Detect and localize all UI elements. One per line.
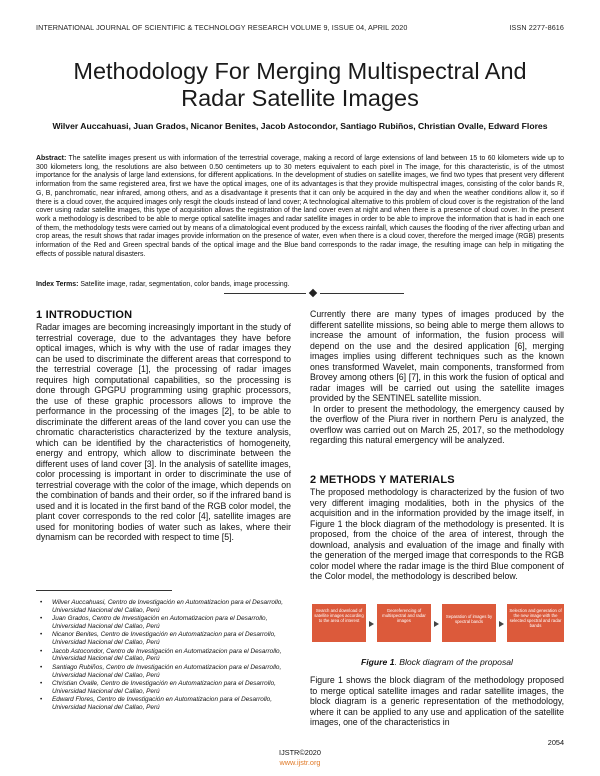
arrow-right-icon: [499, 621, 504, 627]
methods-section: [310, 474, 564, 582]
figure-caption-label: Figure 1: [361, 657, 395, 667]
intro-heading: 1 INTRODUCTION: [36, 309, 133, 321]
figure-caption: [310, 657, 564, 667]
diagram-box-georeferencing: Georeferencing of multispectral and radar images: [377, 604, 431, 642]
methods-heading: 2 METHODS Y MATERIALS: [310, 474, 455, 486]
right-paragraph-1: Currently there are many types of images produced by the different satellite missions, so being able to merge them allows to increase the amount of information, the fusion process will depend on the use and the desired application [6], merging images implies using different techniques such as the known ones transformed Wavelet, main components, transformed from Brovey among others [6] [7], in this work the fusion of optical and radar images will be carried out using the satellite images provided by the SENTINEL satellite mission.: [310, 309, 564, 403]
figure-caption-text: . Block diagram of the proposal: [394, 657, 513, 667]
footnote-item: • Wilver Auccahuasi, Centro de Investigación en Automatizacion para el Desarrollo, Universidad Nacional del Callao, Perú: [52, 599, 292, 615]
after-figure-text: Figure 1 shows the block diagram of the methodology proposed to merge optical satellite images and radar satellite images, the block diagram is a generic representation of the methodology, where it can be applied to any use and application of the satellite images, one of the characteristics in: [310, 675, 564, 727]
intro-text: Radar images are becoming increasingly important in the study of terrestrial coverage, due to the advantages they have before optical images, which is why with the use of radar images they can be used to discriminate the different areas that correspond to the terrestrial coverage [1], the processing of radar images requires high computational capabilities, so the processing is done through GPGPU programming using graphic processors, the use of these graphic processors allows to improve the performance in the processing of the images [2], to be able to discriminate the different areas of the land cover you can use the chromatic characteristics characterized by the texture analysis, which can be identified by the characteristics of homogeneity, energy and entropy, which allow to discriminate between the different uses of land cover [3]. In the analysis of satellite images, color processing is important in order to discriminate the use of terrestrial coverage with the color of the image, which depends on the combination of bands and their order, so if the infrared band is used and it is located in the first band of the RGB color model, the plant cover corresponds to the red color [4], satellite images are used for monitoring bodies of water such as lakes, where their dynamism can be recorded with respect to time [5].: [36, 322, 291, 542]
section-separator: [224, 289, 404, 297]
footer-copyright: IJSTR©2020: [279, 748, 321, 757]
page-number: 2054: [547, 738, 564, 747]
affiliation-footnotes: [52, 599, 292, 712]
diagram-box-selection: Selection and generation of the new image with the selected spectral and radar bands: [507, 604, 564, 642]
index-terms-text: Satellite image, radar, segmentation, color bands, image processing.: [80, 281, 290, 288]
block-diagram: [312, 604, 564, 642]
author-list: Wilver Auccahuasi, Juan Grados, Nicanor Benites, Jacob Astocondor, Santiago Rubiños, Christian Ovalle, Edward Flores: [52, 121, 548, 131]
footnote-item: • Nicanor Benites, Centro de Investigación en Automatizacion para el Desarrollo, Universidad Nacional del Callao, Perú: [52, 631, 292, 647]
after-figure-section: [310, 675, 564, 728]
arrow-right-icon: [434, 621, 439, 627]
footnote-rule: [36, 590, 172, 591]
paper-title: [40, 58, 560, 112]
footer-link[interactable]: www.ijstr.org: [279, 758, 321, 767]
footnote-item: • Jacob Astocondor, Centro de Investigación en Automatizacion para el Desarrollo, Universidad Nacional del Callao, Perú: [52, 648, 292, 664]
footnote-item: • Christian Ovalle, Centro de Investigación en Automatizacion para el Desarrollo, Universidad Nacional del Callao, Perú: [52, 680, 292, 696]
diagram-box-search: Search and download of satellite images according to the area of interest: [312, 604, 366, 642]
diagram-box-separation: Separation of images by spectral bands: [442, 604, 496, 642]
title-line-1: Methodology For Merging Multispectral And: [73, 58, 527, 84]
right-paragraph-2: In order to present the methodology, the emergency caused by the overflow of the Piura river in northern Peru is analyzed, the overflow was carried out on March 25, 2017, so the methodology regarding this natural emergency will be analyzed.: [310, 403, 564, 445]
index-terms: [36, 280, 564, 289]
index-terms-label: Index Terms:: [36, 281, 79, 288]
issn-header: ISSN 2277-8616: [509, 23, 564, 32]
footnote-item: • Juan Grados, Centro de Investigación en Automatizacion para el Desarrollo, Universidad Nacional del Callao, Perú: [52, 615, 292, 631]
title-line-2: Radar Satellite Images: [181, 85, 419, 111]
abstract-text: The satellite images present us with information of the terrestrial coverage, making a record of large extensions of land between 15 to 60 kilometers wide up to 300 kilometers long, the resolutions are also between 0.50 centimeters up to 30 meters equivalent to each pixel in The image, for this characteristic, is of the utmost importance for the analysis of large land extensions, for different applications. In the development of studies on satellite images, we find two types that present very different information from the same registered area, first we have the optical images, one of its advantages is that they provide multispectral images, consisting of the color bands R, G, B, panchromatic, near infrared, among others, and as a disadvantage it presents that it can only be acquired in the day and when the weather conditions allow it, so if there is a cloud cover, the acquired images only resgit the clouds instead of land cover; A technological alternative to this problem of cloud cover is the registration of the land cover using radar satellite images, this type of acquisition allows the registration of the land cover even at night and when there is a presence of cloud cover. In the present work a methodology is described to be able to merge optical satellite images and radar satellite images in order to be able to improve the information that is had in each one of them, the methodology tests were carried out by means of a climatological event produced by the excess rainfall, which causes the flooding of the river affecting urban and crop areas, the result shows that radar images provide information on the presence of water, even when there is a cloud cover, therefore the merged image (RGB) presents information of the Red and Green spectral bands of the optical image and the Blue band corresponds to the radar image, the resulting image can help in mitigating the effects of possible natural disasters.: [36, 155, 564, 258]
footnote-item: • Edward Flores, Centro de Investigación en Automatizacion para el Desarrollo, Universidad Nacional del Callao, Perú: [52, 696, 292, 712]
footnote-item: • Santiago Rubiños, Centro de Investigación en Automatizacion para el Desarrollo, Universidad Nacional del Callao, Perú: [52, 664, 292, 680]
left-column: [36, 309, 291, 543]
journal-header: INTERNATIONAL JOURNAL OF SCIENTIFIC & TECHNOLOGY RESEARCH VOLUME 9, ISSUE 04, APRIL 2020: [36, 23, 408, 32]
abstract-label: Abstract:: [36, 155, 67, 162]
abstract: [36, 155, 564, 259]
arrow-right-icon: [369, 621, 374, 627]
separator-diamond-icon: [309, 288, 317, 296]
methods-text: The proposed methodology is characterized by the fusion of two very different imaging modalities, both in the physics of the acquisition and in the information provided by the image itself, in Figure 1 the block diagram of the methodology is presented. It is proposed, from the choice of the area of interest, through the download, analysis and evaluation of the image and finally with the generation of the merged image that corresponds to the RGB color model where the radar image is the third Blue component of the Color model, the methodology is described below.: [310, 487, 564, 581]
right-column: [310, 309, 564, 446]
